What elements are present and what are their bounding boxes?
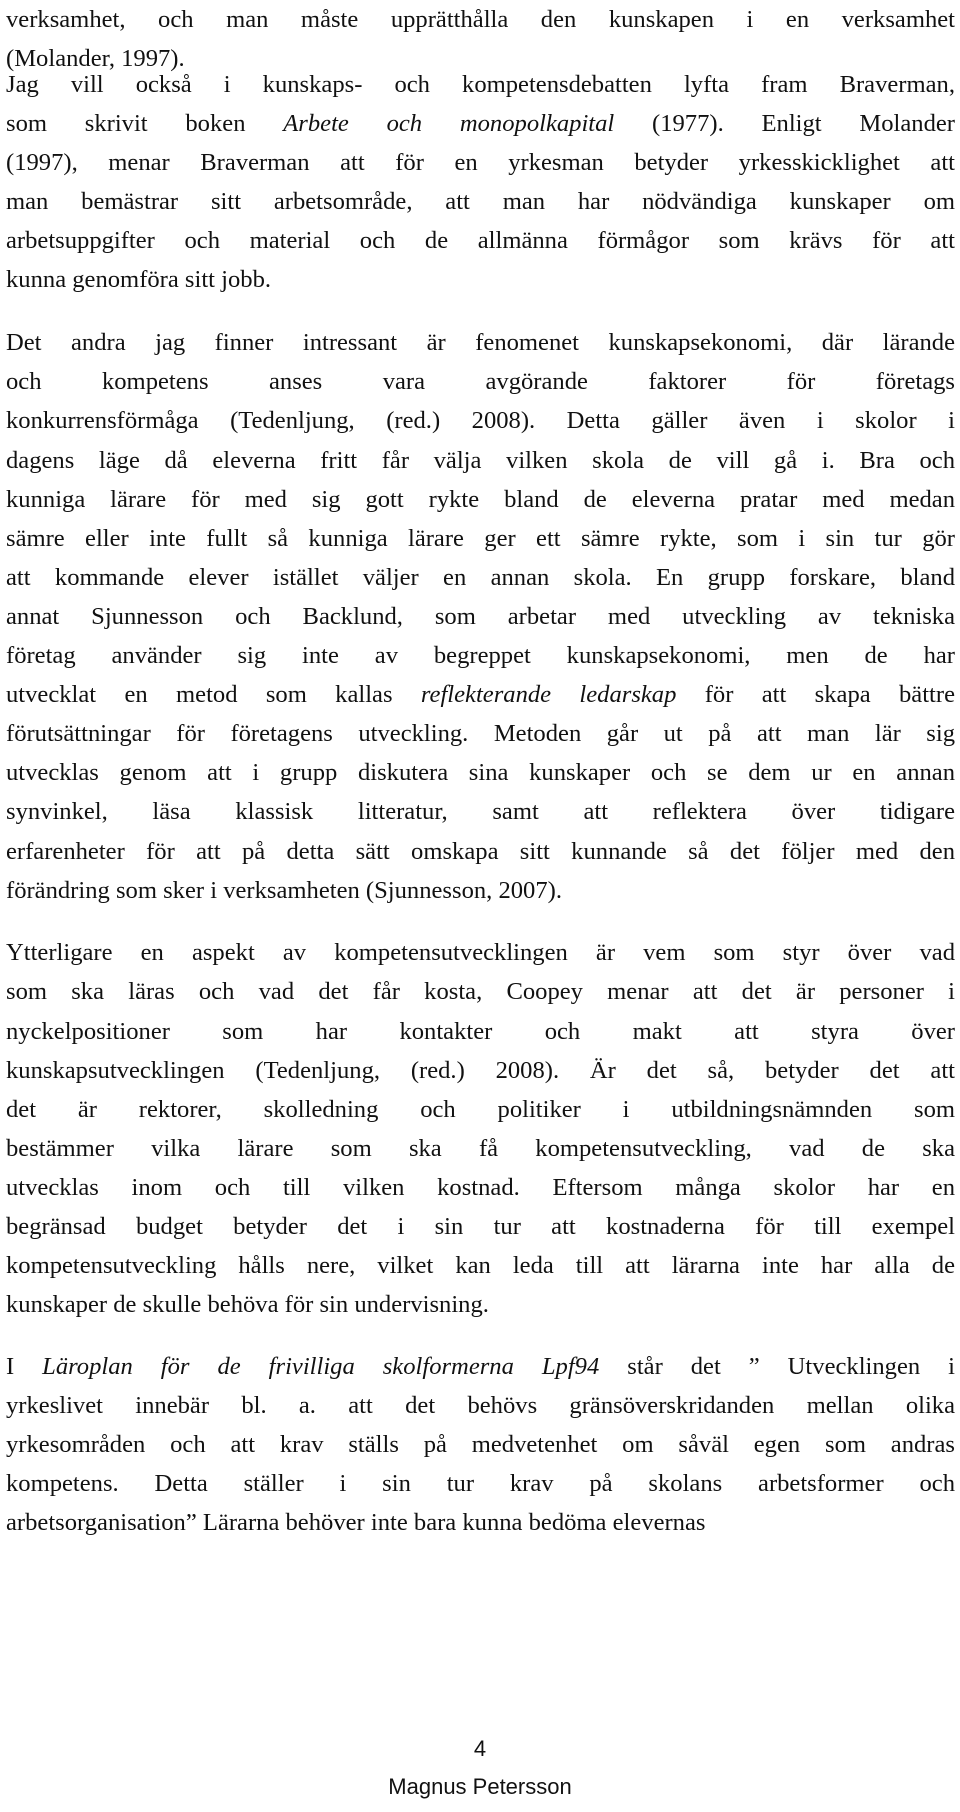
text-run: att kommande elever istället väljer en annan skola. En grupp forskare, bland (6, 564, 955, 591)
text-run: konkurrensförmåga (Tedenljung, (red.) 2008). Detta gäller även i skolor i (6, 407, 955, 434)
text-line (6, 182, 955, 221)
text-run: företag använder sig inte av begreppet kunskapsekonomi, men de har (6, 642, 955, 669)
italic-title: Arbete och monopolkapital (283, 110, 615, 137)
text-line (6, 1425, 955, 1464)
text-line (6, 104, 955, 143)
text-run: begränsad budget betyder det i sin tur att kostnaderna för till exempel (6, 1213, 955, 1240)
italic-title: reflekterande ledarskap (420, 681, 677, 708)
text-line (6, 1051, 955, 1090)
text-line (6, 441, 955, 480)
text-line (6, 143, 955, 182)
text-run: kunskaper de skulle behöva för sin undervisning. (6, 1291, 489, 1318)
text-run: utvecklas genom att i grupp diskutera sina kunskaper och se dem ur en annan (6, 759, 955, 786)
text-run: som skrivit boken (6, 110, 284, 137)
text-line (6, 65, 955, 104)
text-run: sämre eller inte fullt så kunniga lärare ger ett sämre rykte, som i sin tur gör (6, 525, 955, 552)
text-line (6, 323, 955, 362)
author-name: Magnus Petersson (388, 1774, 572, 1799)
text-run: synvinkel, läsa klassisk litteratur, samt att reflektera över tidigare (6, 798, 955, 825)
text-line (6, 519, 955, 558)
text-line (6, 832, 955, 871)
text-line (6, 1285, 955, 1324)
page-number: 4 (473, 1736, 487, 1761)
text-run: (1977). Enligt Molander (614, 110, 955, 137)
text-run: yrkesområden och att krav ställs på medvetenhet om såväl egen som andras (6, 1431, 955, 1458)
text-run: kompetensutveckling hålls nere, vilket kan leda till att lärarna inte har alla de (6, 1252, 955, 1279)
text-line (6, 597, 955, 636)
text-line (6, 1168, 955, 1207)
text-run: I (6, 1353, 43, 1380)
text-run: det är rektorer, skolledning och politiker i utbildningsnämnden som (6, 1096, 955, 1123)
text-line (6, 260, 955, 299)
text-line (6, 753, 955, 792)
text-line (6, 1129, 955, 1168)
text-run: förändring som sker i verksamheten (Sjunnesson, 2007). (6, 877, 562, 904)
text-run: arbetsorganisation” Lärarna behöver inte bara kunna bedöma elevernas (6, 1509, 706, 1536)
text-run: kunniga lärare för med sig gott rykte bland de eleverna pratar med medan (6, 486, 955, 513)
text-line (6, 714, 955, 753)
text-line (6, 1246, 955, 1285)
text-line (6, 871, 955, 910)
text-line (6, 558, 955, 597)
text-run: Jag vill också i kunskaps- och kompetensdebatten lyfta fram Braverman, (6, 71, 955, 98)
text-line (6, 636, 955, 675)
text-run: Ytterligare en aspekt av kompetensutvecklingen är vem som styr över vad (6, 939, 955, 966)
text-run: kunna genomföra sitt jobb. (6, 266, 272, 293)
text-line (6, 1503, 955, 1542)
text-run: verksamhet, och man måste upprätthålla den kunskapen i en verksamhet (6, 6, 955, 33)
text-run: erfarenheter för att på detta sätt omskapa sitt kunnande så det följer med den (6, 838, 955, 865)
text-run: och kompetens anses vara avgörande faktorer för företags (6, 368, 955, 395)
text-run: bestämmer vilka lärare som ska få kompetensutveckling, vad de ska (6, 1135, 955, 1162)
italic-title: Läroplan för de frivilliga skolformerna Lpf94 (42, 1353, 600, 1380)
text-line (6, 1090, 955, 1129)
text-run: man bemästrar sitt arbetsområde, att man har nödvändiga kunskaper om (6, 188, 955, 215)
text-run: kunskapsutvecklingen (Tedenljung, (red.) 2008). Är det så, betyder det att (6, 1057, 955, 1084)
text-line (6, 792, 955, 831)
text-run: kompetens. Detta ställer i sin tur krav på skolans arbetsformer och (6, 1470, 955, 1497)
text-line (6, 1207, 955, 1246)
text-run: nyckelpositioner som har kontakter och makt att styra över (6, 1018, 955, 1045)
text-run: arbetsuppgifter och material och de allmänna förmågor som krävs för att (6, 227, 955, 254)
text-line (6, 933, 955, 972)
text-line (6, 972, 955, 1011)
text-line (6, 480, 955, 519)
text-run: dagens läge då eleverna fritt får välja vilken skola de vill gå i. Bra och (6, 447, 955, 474)
text-run: yrkeslivet innebär bl. a. att det behövs gränsöverskridanden mellan olika (6, 1392, 955, 1419)
text-run: annat Sjunnesson och Backlund, som arbetar med utveckling av tekniska (6, 603, 955, 630)
text-line (6, 401, 955, 440)
text-line (6, 221, 955, 260)
text-line (6, 1386, 955, 1425)
text-run: (Molander, 1997). (6, 45, 185, 72)
text-line (6, 0, 955, 39)
text-run: som ska läras och vad det får kosta, Coopey menar att det är personer i (6, 978, 955, 1005)
text-line (6, 1464, 955, 1503)
text-run: (1997), menar Braverman att för en yrkesman betyder yrkesskicklighet att (6, 149, 955, 176)
text-line (6, 675, 955, 714)
text-run: Det andra jag finner intressant är fenomenet kunskapsekonomi, där lärande (6, 329, 955, 356)
text-run: förutsättningar för företagens utveckling. Metoden går ut på att man lär sig (6, 720, 955, 747)
text-run: utvecklas inom och till vilken kostnad. Eftersom många skolor har en (6, 1174, 955, 1201)
text-line (6, 1012, 955, 1051)
text-run: för att skapa bättre (676, 681, 955, 708)
text-line (6, 1347, 955, 1386)
text-line (6, 362, 955, 401)
text-run: utvecklat en metod som kallas (6, 681, 421, 708)
text-run: står det ” Utvecklingen i (599, 1353, 955, 1380)
